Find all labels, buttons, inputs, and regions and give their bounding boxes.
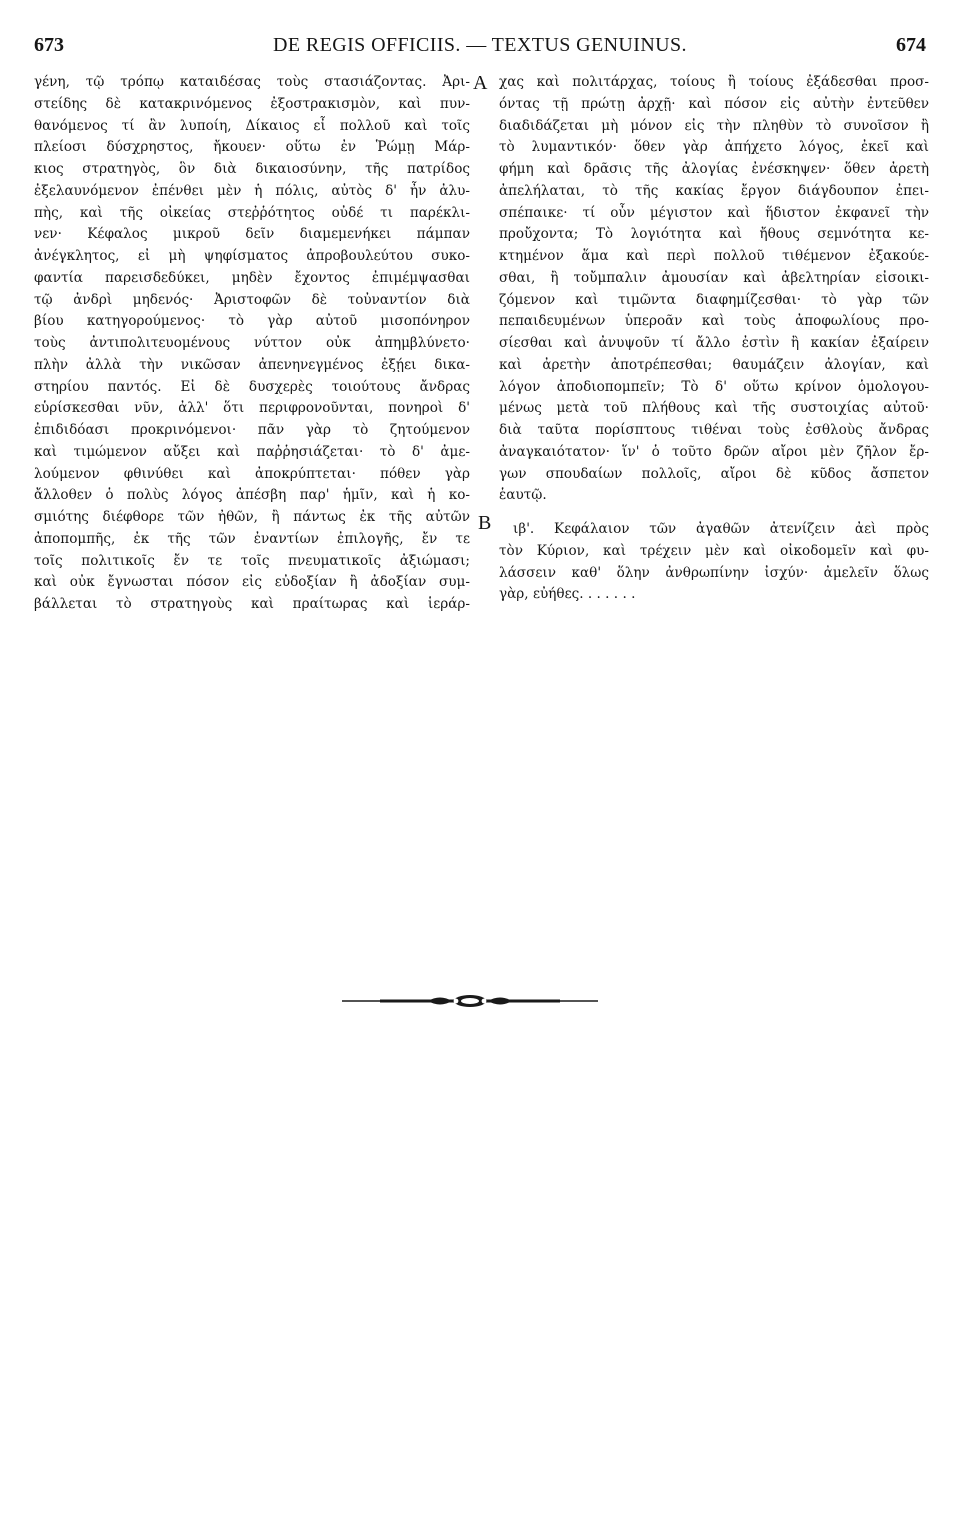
text-line: πλὴν ἀλλὰ τὴν νικῶσαν ἀπενηνεγμένος ἐξῄει δικα- <box>34 356 470 373</box>
text-line: σθαι, ἢ τοὔμπαλιν ἀμουσίαν καὶ ἀβελτηρίαν εἰσοικι- <box>499 269 929 286</box>
running-title: DE REGIS OFFICIIS. — TEXTUS GENUINUS. <box>273 34 687 56</box>
text-line: γων σπουδαίων πολλοῖς, αἴροι δὲ κῦδος ἄσπετον <box>499 465 929 482</box>
text-line: βάλλεται τὸ στρατηγοὺς καὶ πραίτωρας καὶ ἱεράρ- <box>34 596 470 612</box>
text-line: κιος στρατηγὸς, ὃν διὰ δικαιοσύνην, τῆς πατρίδος <box>34 161 470 177</box>
text-line: ἀναγκαιότατον· ἵν' ὁ τοῦτο δρῶν αἴροι μὲν ζῆλον ἔρ- <box>499 443 929 460</box>
right-column <box>499 72 929 606</box>
page-number-right: 674 <box>896 34 926 56</box>
text-line: καὶ οὐκ ἔγνωσται πόσον εἰς εὐδοξίαν ἢ ἀδοξίαν συμ- <box>34 574 470 591</box>
text-line: κτημένον ἅμα καὶ περὶ πολλοῦ τιθέμενον ἐξακούε- <box>499 248 929 264</box>
text-line: προὔχοντα; Τὸ λογιότητα καὶ ἤθους σεμνότητα κε- <box>499 226 929 243</box>
margin-marker-b: B <box>478 512 492 534</box>
text-line: σπέπαικε· τί οὖν μέγιστον καὶ ἥδιστον ἐκφανεῖ τὴν <box>499 204 929 221</box>
text-line: ζόμενον καὶ τιμῶντα διαφημίζεσθαι· τὸ γὰρ τῶν <box>499 291 929 308</box>
text-line: πὴς, καὶ τῆς οἰκείας στεῤῥότητος οὐδέ τι παρέκλι- <box>34 204 470 221</box>
text-line: καὶ τιμώμενον αὔξει καὶ παῤῥησιάζεται· τὸ δ' ἀμε- <box>34 443 470 460</box>
section-heading-line: ιβ'. Κεφάλαιον τῶν ἀγαθῶν ἀτενίζειν ἀεὶ πρὸς <box>513 521 929 537</box>
text-line: ἐπιδιδόασι προκρινόμενοι· πᾶν γὰρ τὸ ζητούμενον <box>34 422 470 438</box>
text-line: τοῖς πολιτικοῖς ἔν τε τοῖς πνευματικοῖς ἀξιώμασι; <box>34 552 470 569</box>
text-line: νεν· Κέφαλος μικροῦ δεῖν διαμεμενήκει πάμπαν <box>34 226 470 243</box>
text-line: τὸν Κύριον, καὶ τρέχειν μὲν καὶ οἰκοδομεῖν καὶ φυ- <box>499 542 929 559</box>
text-line: πλείοσι δύσχρηστος, ἤκουεν· οὕτω ἐν Ῥώμῃ Μάρ- <box>34 139 470 156</box>
text-line: διαδιδάζεται μὴ μόνον εἰς τὴν πληθὺν τὸ συνοῖσον ἢ <box>499 117 929 134</box>
text-line: τὸ λυμαντικόν· ὅθεν γὰρ ἀπήχετο λόγος, ἐκεῖ καὶ <box>499 139 929 156</box>
page-number-left: 673 <box>34 34 64 56</box>
text-line: ἀπελήλαται, τὸ τῆς κακίας ἔργον διάγδουπον ἐπει- <box>499 182 929 199</box>
text-line: λόγον ἀποδιοπομπεῖν; Τὸ δ' οὕτω κρίνον ὁμολογου- <box>499 378 929 395</box>
text-line: όντας τῇ πρώτῃ ἀρχῇ· καὶ πόσον εἰς αὐτὴν ἐντεῦθεν <box>499 95 929 112</box>
text-line: μένως μετὰ τοῦ πλήθους καὶ τῆς συστοιχίας αὐτοῦ· <box>499 400 929 417</box>
text-line: ἀποπομπῆς, ἐκ τῆς τῶν ἐναντίων ἐπιλογῆς, ἔν τε <box>34 530 470 547</box>
text-line: στείδης δὲ κατακρινόμενος ἐξοστρακισμὸν, καὶ πυν- <box>34 95 470 112</box>
text-line: ἑαυτῷ. <box>499 487 547 504</box>
text-line: πεπαιδευμένων ὑπεροᾶν καὶ τοὺς ἀποφωλίους προ- <box>499 313 929 330</box>
text-line: θανόμενος τί ἂν λυποίη, Δίκαιος εἶ πολλοῦ καὶ τοῖς <box>34 117 470 134</box>
text-line: βίου κατηγορούμενος· τὸ γὰρ αὐτοῦ μισοπόνηρον <box>34 313 470 330</box>
page-header <box>34 34 926 60</box>
text-line: χας καὶ πολιτάρχας, τοίους ἢ τοίους ἐξάδεσθαι προσ- <box>499 74 929 90</box>
left-column <box>34 72 470 616</box>
text-line: τῷ ἀνδρὶ μηδενός· Ἀριστοφῶν δὲ τοὐναντίον διὰ <box>34 291 470 308</box>
text-line: ἄλλοθεν ὁ πολὺς λόγος ἀπέσβη παρ' ἡμῖν, καὶ ἡ κο- <box>34 487 470 504</box>
text-line: φαντία παρεισδεδύκει, μηδὲν ἔχοντος ἐπιμέμψασθαι <box>34 269 470 286</box>
section-gap <box>499 507 929 519</box>
text-line: φήμη καὶ δρᾶσις τῆς ἀλογίας ἐνέσκηψεν· ὅθεν ἀρετὴ <box>499 161 929 177</box>
text-line: λάσσειν καθ' ὅλην ἀνθρωπίνην ἰσχύν· ἀμελεῖν ὅλως <box>499 564 929 581</box>
text-line: καὶ ἀρετὴν ἀποτρέπεσθαι; θαυμάζειν ἀλογίαν, καὶ <box>499 356 929 373</box>
text-line: γένη, τῷ τρόπῳ καταιδέσας τοὺς στασιάζοντας. Ἀρι- <box>34 74 470 90</box>
text-line: λούμενον φθινύθει καὶ ἀποκρύπτεται· πόθεν γὰρ <box>34 465 470 482</box>
text-line: τοὺς ἀντιπολιτευομένους νύττον οὐκ ἀπημβλύνετο· <box>34 335 470 351</box>
text-line: ἐξελαυνόμενον ἐπένθει μὲν ἡ πόλις, αὐτὸς δ' ἦν ἀλυ- <box>34 182 470 199</box>
text-line: εὑρίσκεσθαι νῦν, ἀλλ' ὅτι περιφρονοῦνται, πονηροὶ δ' <box>34 400 470 417</box>
text-line: ἀνέγκλητος, εἰ μὴ ψηφίσματος ἀπροβουλεύτου συκο- <box>34 248 470 264</box>
text-line: σίεσθαι καὶ ἀνυψοῦν τί ἄλλο ἐστὶν ἢ κακίαν ἐξαίρειν <box>499 335 929 351</box>
text-line: σμιότης διέφθορε τῶν ἠθῶν, ἢ πάντως ἐκ τῆς αὐτῶν <box>34 509 470 525</box>
margin-marker-a: A <box>473 72 488 94</box>
ornament-divider <box>340 990 600 1012</box>
text-line: γὰρ, εὐήθες. . . . . . . <box>499 586 636 603</box>
text-line: στηρίου παντός. Εἰ δὲ δυσχερὲς τοιούτους ἄνδρας <box>34 378 470 395</box>
text-line: διὰ ταῦτα πορίσπτους τιθέναι τοὺς ἐσθλοὺς ἄνδρας <box>499 422 929 438</box>
